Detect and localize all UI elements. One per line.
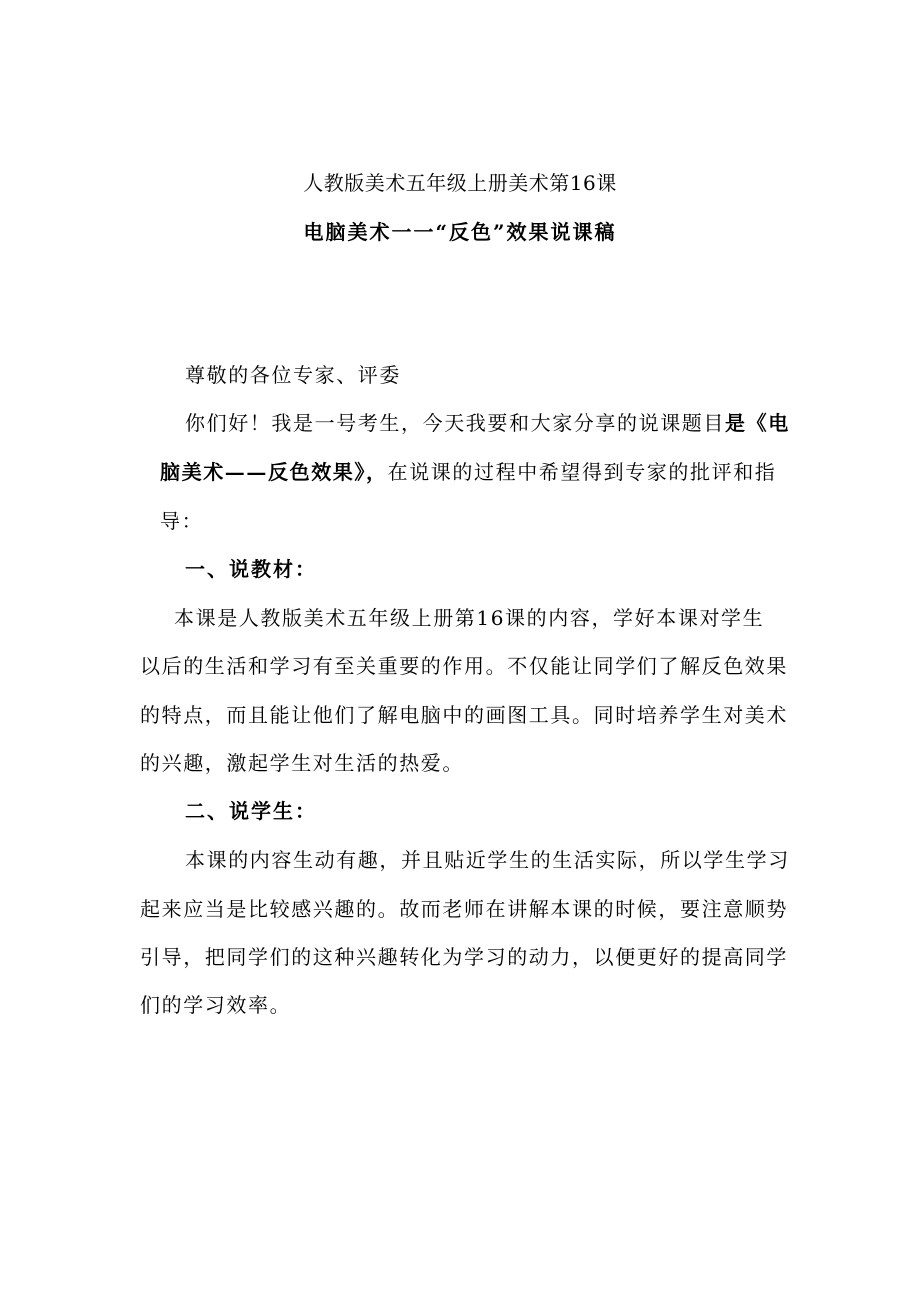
paragraph-line: 起来应当是比较感兴趣的。故而老师在讲解本课的时候，要注意顺势: [140, 897, 788, 921]
intro-text: 你们好！我是一号考生，今天我要和大家分享的说课题目: [185, 411, 725, 435]
paragraph-line: 本课的内容生动有趣，并且贴近学生的生活实际，所以学生学习: [185, 848, 790, 872]
intro-line-2: [160, 460, 776, 484]
paragraph-line: 的特点，而且能让他们了解电脑中的画图工具。同时培养学生对美术: [140, 703, 788, 727]
intro-line-3: 导：: [160, 509, 204, 533]
paragraph-line: 们的学习效率。: [140, 993, 292, 1017]
intro-lesson-title-end: 脑美术——反色效果》，: [160, 460, 388, 484]
salutation: 尊敬的各位专家、评委: [185, 363, 401, 387]
section-heading-students: 二、说学生：: [185, 799, 317, 823]
intro-text-continued: 在说课的过程中希望得到专家的批评和指: [387, 460, 777, 484]
document-subtitle: 电脑美术一一“反色”效果说课稿: [303, 220, 617, 244]
paragraph-line: 以后的生活和学习有至关重要的作用。不仅能让同学们了解反色效果: [140, 654, 788, 678]
paragraph-line: 的兴趣，激起学生对生活的热爱。: [140, 751, 464, 775]
paragraph-line: 本课是人教版美术五年级上册第16课的内容，学好本课对学生: [174, 606, 765, 630]
paragraph-line: 引导，把同学们的这种兴趣转化为学习的动力，以便更好的提高同学: [140, 945, 788, 969]
document-title: 人教版美术五年级上册美术第16课: [303, 171, 617, 195]
section-heading-textbook: 一、说教材：: [185, 557, 317, 581]
intro-line-1: [185, 411, 790, 435]
intro-lesson-title-start: 是《电: [725, 411, 790, 435]
